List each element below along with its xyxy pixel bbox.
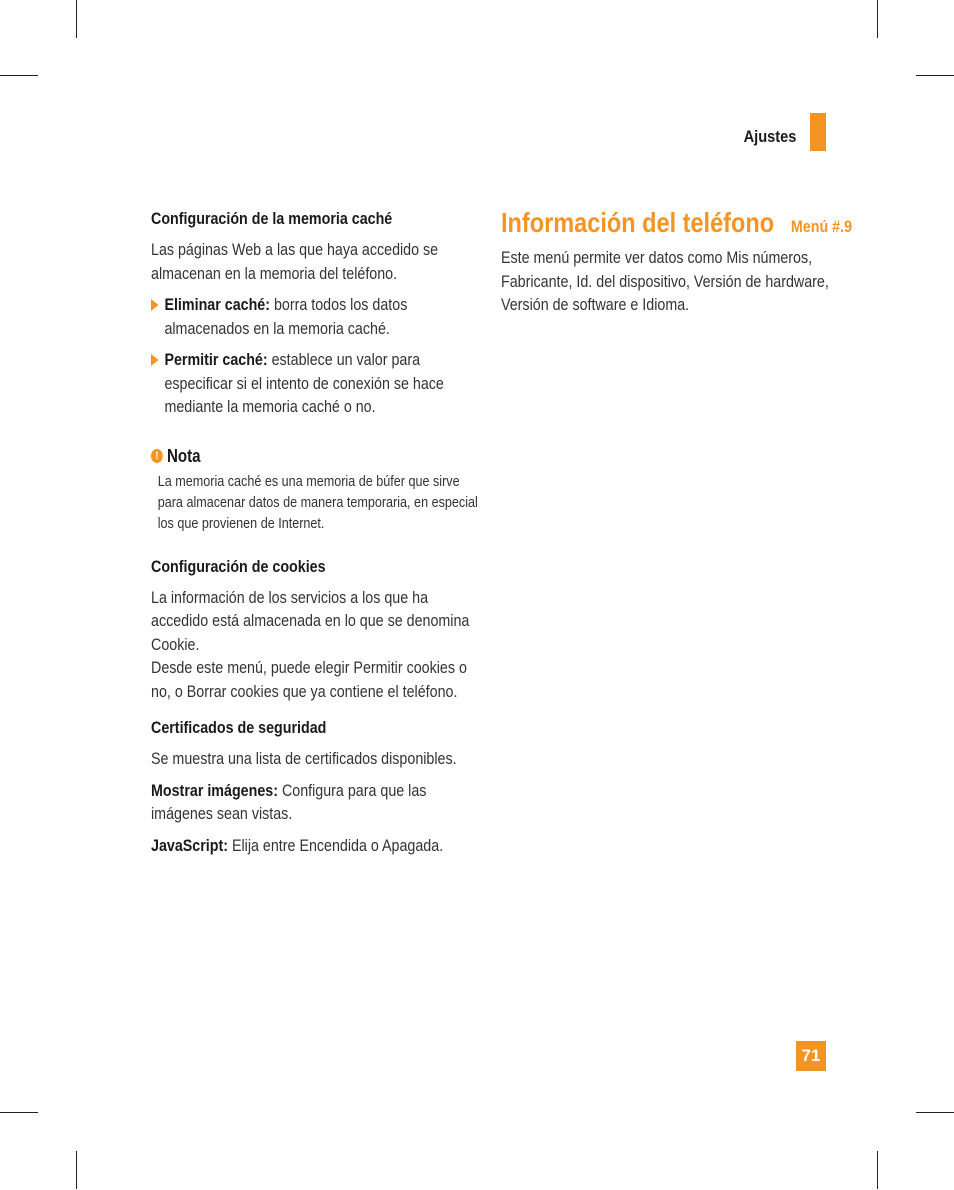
phone-info-title: Información del teléfono — [501, 207, 775, 238]
javascript-text: Elija entre Encendida o Apagada. — [228, 835, 444, 855]
menu-number: Menú #.9 — [790, 217, 853, 236]
crop-mark — [877, 1151, 878, 1189]
crop-mark — [916, 1112, 954, 1113]
bullet-permitir-cache — [151, 348, 481, 419]
bullet-text: borra todos los datos almacenados en la memoria caché. — [164, 295, 408, 338]
section-header: Ajustes — [743, 127, 796, 146]
cookies-para-1: La información de los servicios a los que ha accedido está almacenada en lo que se denomina Cookie. — [151, 587, 470, 654]
crop-mark — [0, 75, 38, 76]
bullet-term: Permitir caché: — [164, 350, 268, 369]
cache-intro: Las páginas Web a las que haya accedido se almacenan en la memoria del teléfono. — [151, 240, 439, 283]
left-column — [151, 208, 481, 865]
javascript-setting — [151, 834, 481, 858]
images-text: Configura para que las imágenes sean vistas. — [151, 780, 427, 823]
bullet-eliminar-cache — [151, 293, 481, 340]
note-title: Nota — [166, 445, 201, 466]
images-setting — [151, 779, 481, 826]
page-number: 71 — [796, 1041, 826, 1071]
crop-mark — [76, 1151, 77, 1189]
bullet-arrow-icon — [151, 299, 159, 311]
cache-heading: Configuración de la memoria caché — [151, 209, 393, 228]
warning-icon: ! — [151, 449, 163, 463]
phone-info-text: Este menú permite ver datos como Mis números, Fabricante, Id. del dispositivo, Versión de hardware, Versión de software e Idioma. — [501, 248, 829, 314]
certs-heading: Certificados de seguridad — [151, 718, 327, 737]
bullet-text: establece un valor para especificar si el intento de conexión se hace mediante la memoria caché o no. — [164, 350, 444, 416]
phone-info-heading — [501, 207, 853, 238]
cookies-heading: Configuración de cookies — [151, 556, 326, 576]
note-heading — [151, 445, 481, 467]
javascript-term: JavaScript: — [151, 835, 229, 855]
bullet-term: Eliminar caché: — [164, 295, 271, 314]
section-tab-marker — [810, 113, 826, 151]
crop-mark — [76, 0, 77, 38]
bullet-arrow-icon — [151, 354, 159, 366]
crop-mark — [0, 1112, 38, 1113]
right-column — [501, 207, 853, 325]
crop-mark — [916, 75, 954, 76]
cookies-para-2: Desde este menú, puede elegir Permitir cookies o no, o Borrar cookies que ya contiene el teléfono. — [151, 658, 467, 701]
note-body: La memoria caché es una memoria de búfer que sirve para almacenar datos de manera temporaria, en especial los que provienen de Internet. — [157, 472, 478, 532]
crop-mark — [877, 0, 878, 38]
certs-text: Se muestra una lista de certificados disponibles. — [151, 749, 457, 768]
images-term: Mostrar imágenes: — [151, 780, 278, 800]
